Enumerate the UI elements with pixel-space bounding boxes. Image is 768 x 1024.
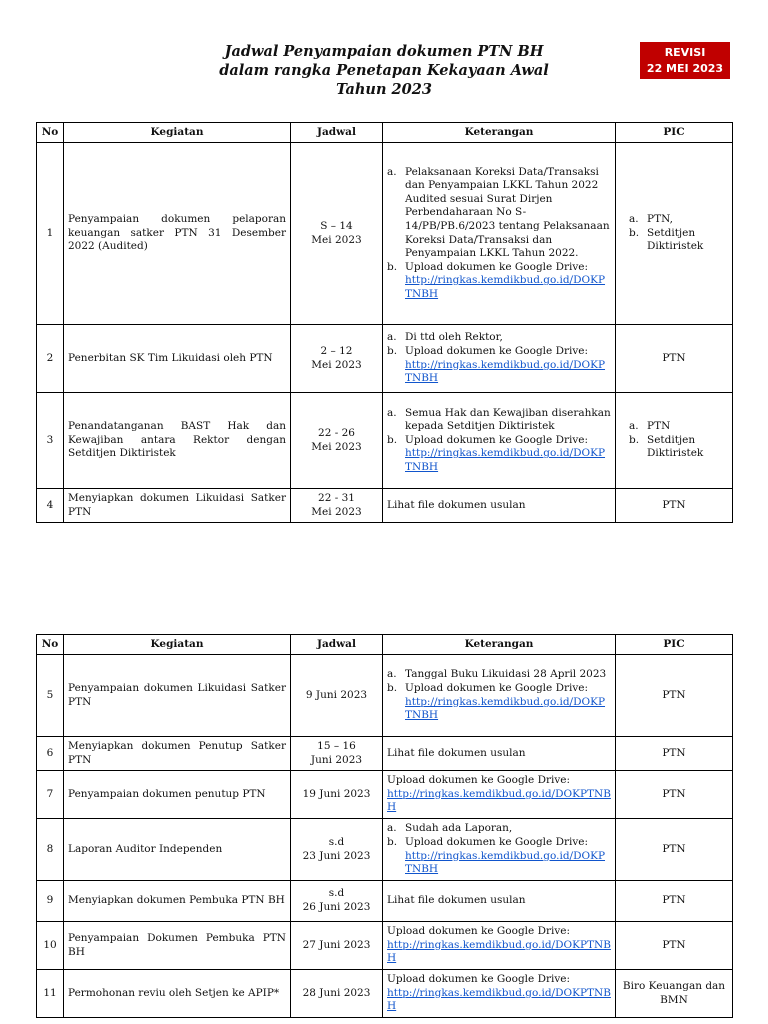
title-line-1: Jadwal Penyampaian dokumen PTN BH	[224, 43, 544, 60]
row-kegiatan: Menyiapkan dokumen Penutup Satker PTN	[64, 737, 291, 771]
schedule-table-2	[36, 634, 733, 1018]
jadwal-line: 22 - 31	[318, 491, 355, 504]
col-keterangan: Keterangan	[383, 635, 616, 655]
jadwal-line: Mei 2023	[311, 440, 362, 453]
row-jadwal	[291, 393, 383, 489]
row-no: 10	[37, 922, 64, 970]
row-no: 7	[37, 771, 64, 819]
ket-item: Upload dokumen ke Google Drive:	[387, 973, 571, 986]
row-jadwal: 9 Juni 2023	[291, 655, 383, 737]
ket-item: Upload dokumen ke Google Drive:	[405, 260, 589, 273]
row-jadwal	[291, 325, 383, 393]
row-kegiatan: Penyampaian Dokumen Pembuka PTN BH	[64, 922, 291, 970]
list-marker: a.	[387, 668, 397, 681]
jadwal-line: 22 - 26	[318, 426, 355, 439]
jadwal-line: 23 Juni 2023	[302, 849, 371, 862]
jadwal-line: Mei 2023	[311, 505, 362, 518]
jadwal-line: Juni 2023	[310, 753, 363, 766]
row-no: 8	[37, 819, 64, 881]
pic-item: PTN	[647, 420, 671, 433]
row-pic: PTN	[616, 489, 733, 523]
ket-item: Upload dokumen ke Google Drive:	[405, 835, 589, 848]
jadwal-line: 2 – 12	[320, 344, 353, 357]
row-kegiatan: Permohonan reviu oleh Setjen ke APIP*	[64, 970, 291, 1018]
row-no: 5	[37, 655, 64, 737]
schedule-table-1	[36, 122, 733, 523]
list-marker: b.	[387, 433, 398, 446]
row-jadwal: 27 Juni 2023	[291, 922, 383, 970]
row-jadwal	[291, 819, 383, 881]
google-drive-link[interactable]: http://ringkas.kemdikbud.go.id/DOKPTNBH	[405, 274, 606, 300]
table-header-row	[37, 635, 733, 655]
row-jadwal	[291, 737, 383, 771]
col-pic: PIC	[616, 635, 733, 655]
row-jadwal: 19 Juni 2023	[291, 771, 383, 819]
row-keterangan: Lihat file dokumen usulan	[383, 737, 616, 771]
row-keterangan	[383, 143, 616, 325]
col-pic: PIC	[616, 123, 733, 143]
row-pic: PTN	[616, 881, 733, 922]
ket-item: Upload dokumen ke Google Drive:	[387, 774, 571, 787]
row-keterangan	[383, 819, 616, 881]
list-marker: b.	[387, 260, 398, 273]
jadwal-line: s.d	[328, 887, 345, 900]
list-marker: b.	[387, 344, 398, 357]
table-row	[37, 771, 733, 819]
ket-item: Pelaksanaan Koreksi Data/Transaksi dan Penyampaian LKKL Tahun 2022 Audited sesuai Surat Dirjen Perbendaharaan No S-14/PB/PB.6/2023 tentang Pelaksanaan Koreksi Data/Transaksi dan Penyampaian LKKL Tahun 2022.	[405, 165, 610, 260]
google-drive-link[interactable]: http://ringkas.kemdikbud.go.id/DOKPTNBH	[405, 849, 606, 876]
title-line-2: dalam rangka Penetapan Kekayaan Awal	[219, 62, 549, 79]
row-keterangan	[383, 922, 616, 970]
table-row	[37, 655, 733, 737]
ket-item: Sudah ada Laporan,	[405, 822, 513, 835]
row-kegiatan: Laporan Auditor Independen	[64, 819, 291, 881]
row-no: 1	[37, 143, 64, 325]
col-keterangan: Keterangan	[383, 123, 616, 143]
title-line-3: Tahun 2023	[336, 81, 432, 98]
list-marker: b.	[387, 835, 398, 848]
table-row	[37, 325, 733, 393]
col-kegiatan: Kegiatan	[64, 123, 291, 143]
revision-date: 22 MEI 2023	[646, 62, 724, 75]
jadwal-line: Mei 2023	[311, 233, 362, 246]
row-keterangan	[383, 771, 616, 819]
ket-item: Di ttd oleh Rektor,	[405, 331, 503, 344]
row-pic: PTN	[616, 737, 733, 771]
jadwal-line: s.d	[328, 835, 345, 848]
google-drive-link[interactable]: http://ringkas.kemdikbud.go.id/DOKPTNBH	[387, 787, 611, 814]
ket-item: Tanggal Buku Likuidasi 28 April 2023	[405, 668, 607, 681]
google-drive-link[interactable]: http://ringkas.kemdikbud.go.id/DOKPTNBH	[387, 986, 611, 1013]
row-pic	[616, 143, 733, 325]
col-jadwal: Jadwal	[291, 123, 383, 143]
row-jadwal	[291, 489, 383, 523]
col-no: No	[37, 123, 64, 143]
list-marker: a.	[387, 331, 397, 344]
list-marker: b.	[629, 433, 640, 446]
ket-item: Semua Hak dan Kewajiban diserahkan kepada Setditjen Diktiristek	[405, 406, 611, 433]
row-pic: PTN	[616, 325, 733, 393]
ket-item: Upload dokumen ke Google Drive:	[405, 344, 589, 357]
row-pic	[616, 393, 733, 489]
row-keterangan	[383, 393, 616, 489]
ket-item: Upload dokumen ke Google Drive:	[387, 925, 571, 938]
table-row	[37, 489, 733, 523]
row-keterangan: Lihat file dokumen usulan	[383, 881, 616, 922]
row-no: 6	[37, 737, 64, 771]
col-jadwal: Jadwal	[291, 635, 383, 655]
jadwal-line: S – 14	[320, 219, 353, 232]
row-jadwal	[291, 881, 383, 922]
table-row	[37, 881, 733, 922]
row-keterangan: Lihat file dokumen usulan	[383, 489, 616, 523]
google-drive-link[interactable]: http://ringkas.kemdikbud.go.id/DOKPTNBH	[405, 447, 606, 473]
row-kegiatan: Penerbitan SK Tim Likuidasi oleh PTN	[64, 325, 291, 393]
google-drive-link[interactable]: http://ringkas.kemdikbud.go.id/DOKPTNBH	[405, 695, 606, 722]
jadwal-line: 26 Juni 2023	[302, 901, 371, 913]
row-kegiatan: Penyampaian dokumen pelaporan keuangan satker PTN 31 Desember 2022 (Audited)	[64, 143, 291, 325]
row-keterangan	[383, 655, 616, 737]
row-no: 2	[37, 325, 64, 393]
table-row	[37, 393, 733, 489]
list-marker: a.	[387, 406, 397, 419]
row-no: 3	[37, 393, 64, 489]
google-drive-link[interactable]: http://ringkas.kemdikbud.go.id/DOKPTNBH	[405, 358, 606, 385]
row-no: 4	[37, 489, 64, 523]
row-pic: PTN	[616, 819, 733, 881]
list-marker: a.	[387, 165, 397, 178]
list-marker: a.	[629, 213, 639, 226]
row-jadwal	[291, 143, 383, 325]
row-kegiatan: Penyampaian dokumen Likuidasi Satker PTN	[64, 655, 291, 737]
row-no: 9	[37, 881, 64, 922]
row-kegiatan: Penyampaian dokumen penutup PTN	[64, 771, 291, 819]
row-kegiatan: Penandatanganan BAST Hak dan Kewajiban antara Rektor dengan Setditjen Diktiristek	[64, 393, 291, 489]
pic-item: PTN,	[647, 213, 673, 226]
table-row	[37, 922, 733, 970]
revision-label: REVISI	[664, 46, 706, 59]
ket-item: Upload dokumen ke Google Drive:	[405, 681, 589, 694]
row-pic: PTN	[616, 922, 733, 970]
table-row	[37, 819, 733, 881]
google-drive-link[interactable]: http://ringkas.kemdikbud.go.id/DOKPTNBH	[387, 938, 611, 965]
jadwal-line: 15 – 16	[317, 739, 356, 752]
table-row	[37, 143, 733, 325]
row-kegiatan: Menyiapkan dokumen Likuidasi Satker PTN	[64, 489, 291, 523]
pic-item: Setditjen Diktiristek	[647, 226, 704, 253]
table-row	[37, 970, 733, 1018]
row-kegiatan: Menyiapkan dokumen Pembuka PTN BH	[64, 881, 291, 922]
row-keterangan	[383, 970, 616, 1018]
ket-item: Upload dokumen ke Google Drive:	[405, 433, 589, 446]
list-marker: a.	[629, 420, 639, 433]
row-no: 11	[37, 970, 64, 1018]
pic-item: Setditjen Diktiristek	[647, 433, 704, 460]
row-keterangan	[383, 325, 616, 393]
table-header-row	[37, 123, 733, 143]
col-no: No	[37, 635, 64, 655]
list-marker: b.	[629, 226, 640, 239]
row-jadwal: 28 Juni 2023	[291, 970, 383, 1018]
row-pic: PTN	[616, 655, 733, 737]
col-kegiatan: Kegiatan	[64, 635, 291, 655]
list-marker: a.	[387, 822, 397, 835]
revision-badge	[640, 42, 730, 79]
table-row	[37, 737, 733, 771]
row-pic: PTN	[616, 771, 733, 819]
row-pic: Biro Keuangan dan BMN	[616, 970, 733, 1018]
jadwal-line: Mei 2023	[311, 358, 362, 371]
list-marker: b.	[387, 681, 398, 694]
